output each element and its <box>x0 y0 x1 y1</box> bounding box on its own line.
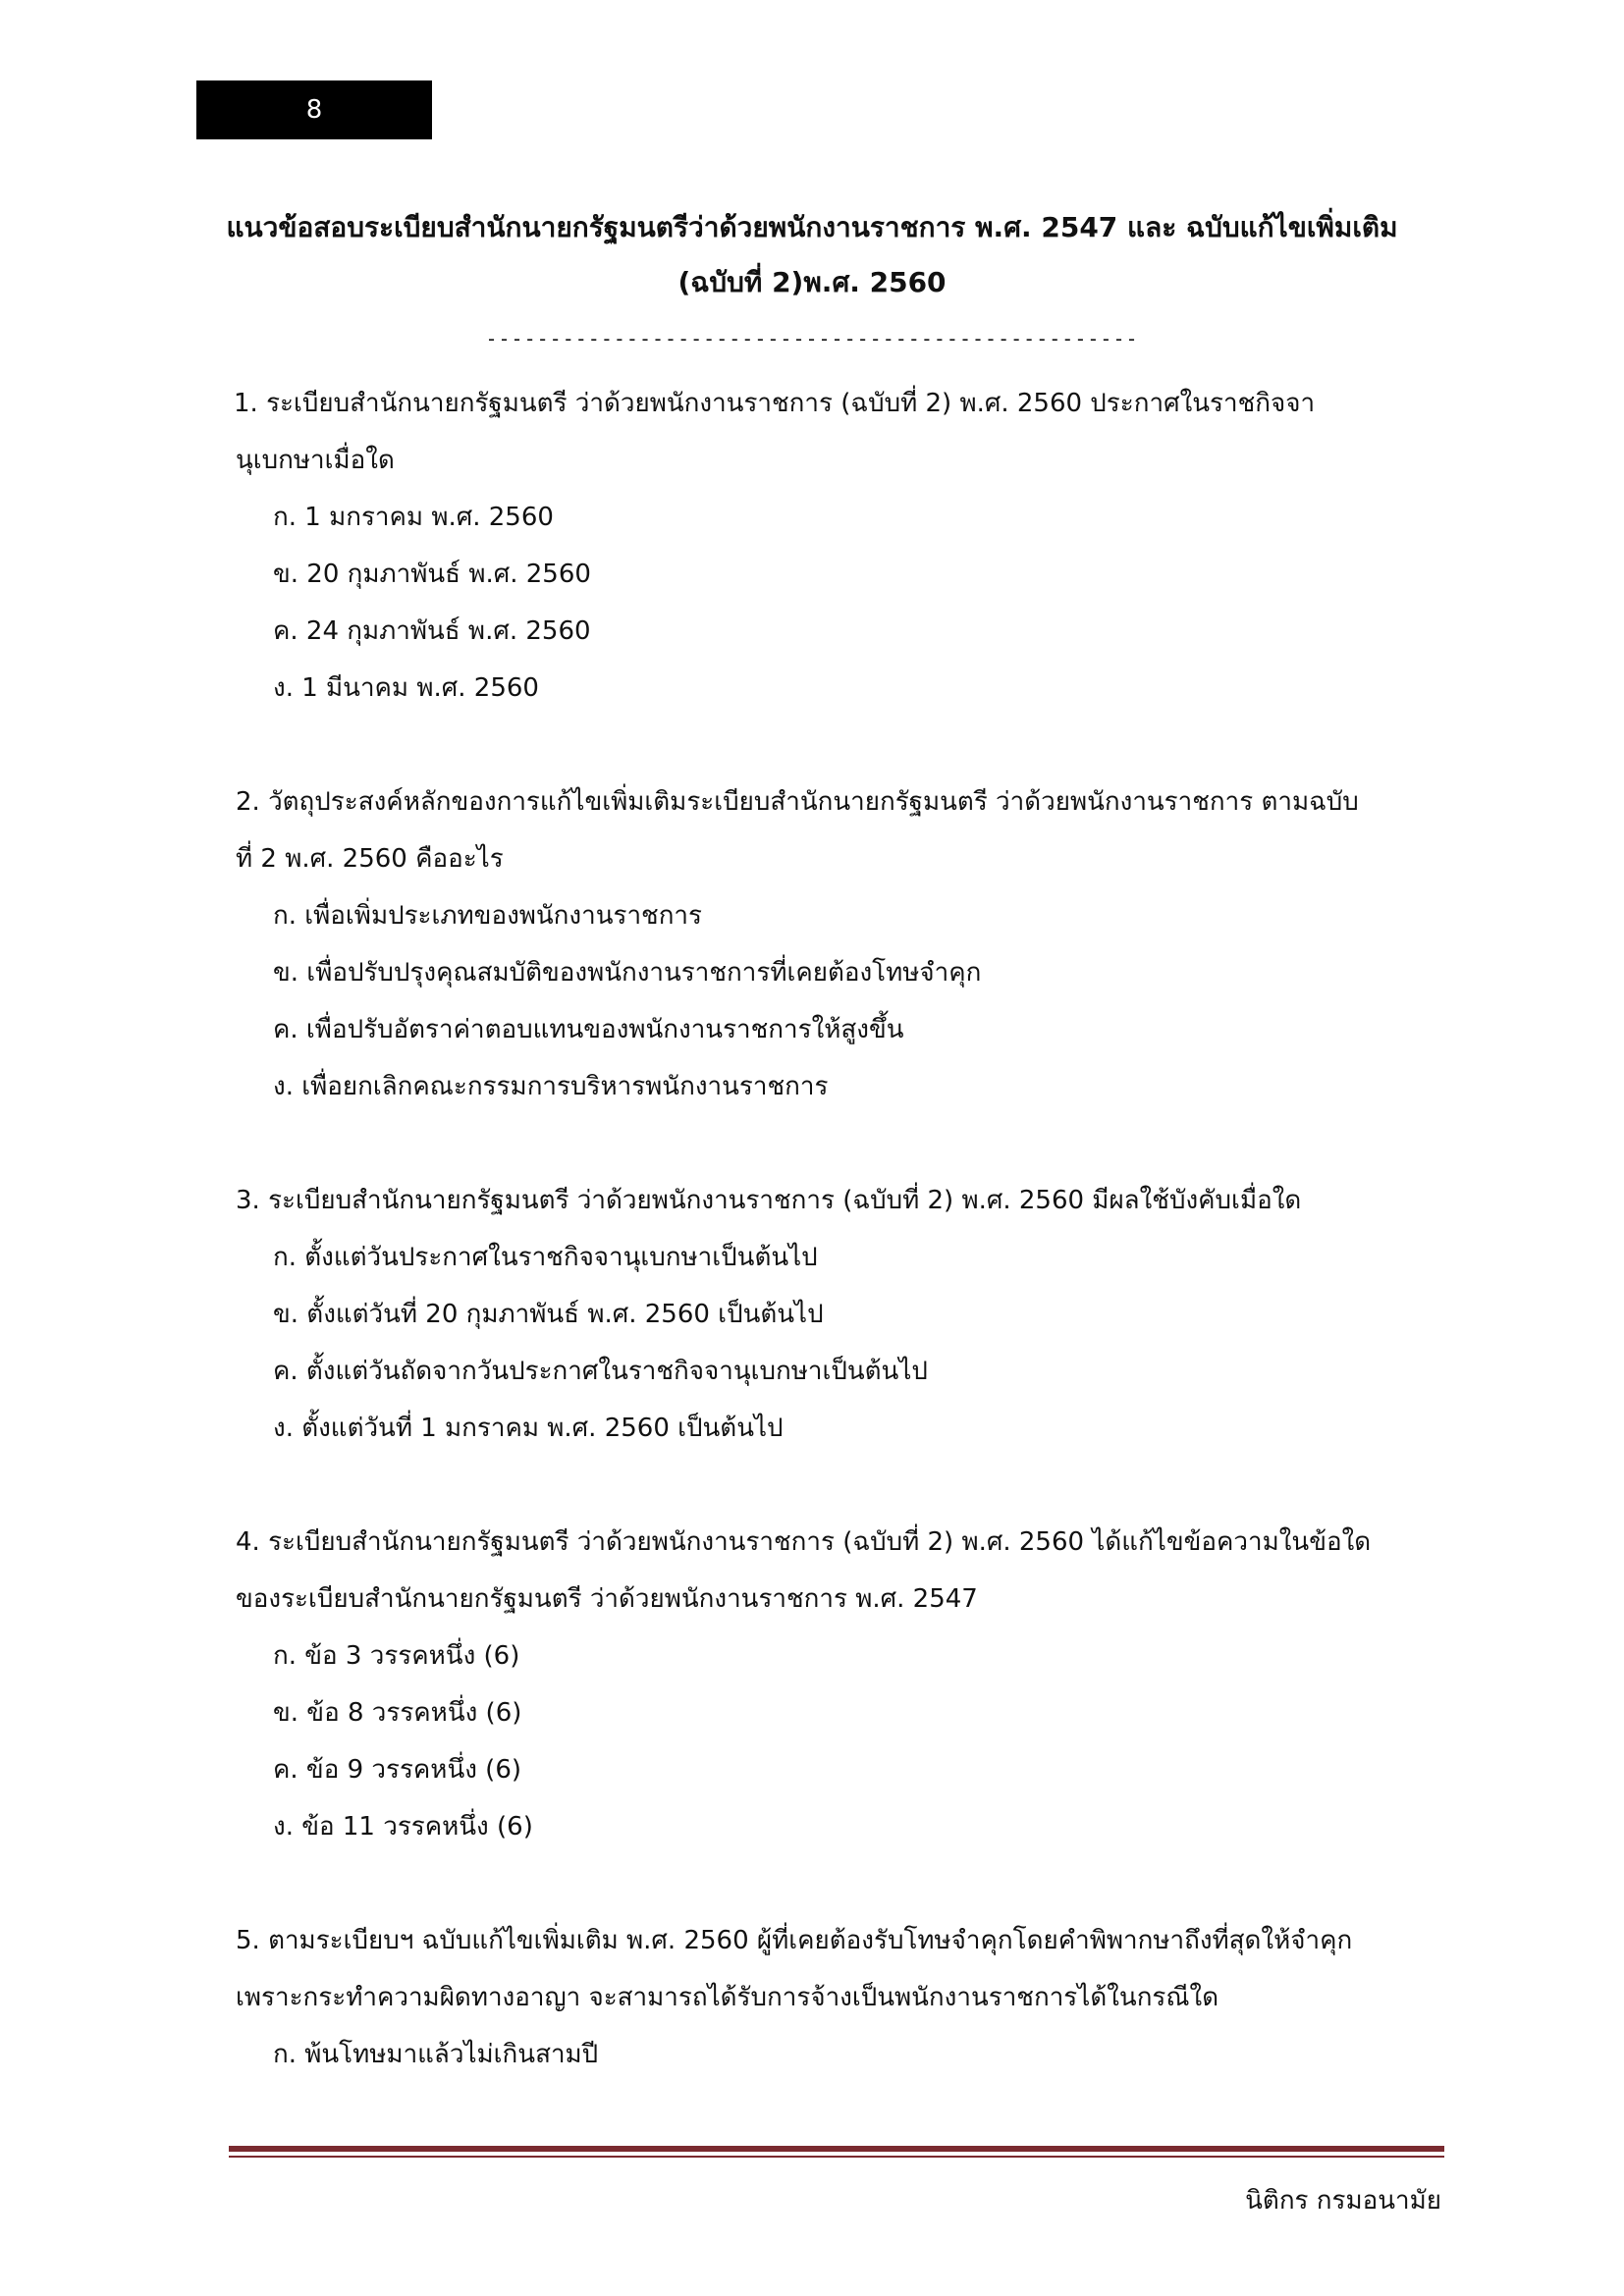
question-line: 1. ระเบียบสำนักนายกรัฐมนตรี ว่าด้วยพนักงานราชการ (ฉบับที่ 2) พ.ศ. 2560 ประกาศในราชกิจจา <box>234 389 1316 418</box>
question-2 <box>236 774 1443 1115</box>
question-line: นุเบกษาเมื่อใด <box>236 446 395 475</box>
question-5 <box>236 1912 1443 2083</box>
choice-item: ก. 1 มกราคม พ.ศ. 2560 <box>273 503 554 532</box>
question-line: ของระเบียบสำนักนายกรัฐมนตรี ว่าด้วยพนักงานราชการ พ.ศ. 2547 <box>236 1584 978 1614</box>
choice-item: ค. 24 กุมภาพันธ์ พ.ศ. 2560 <box>273 616 591 646</box>
question-line: เพราะกระทำความผิดทางอาญา จะสามารถได้รับการจ้างเป็นพนักงานราชการได้ในกรณีใด <box>236 1983 1219 2012</box>
choice-item: ก. พ้นโทษมาแล้วไม่เกินสามปี <box>273 2040 599 2069</box>
choice-item: ง. เพื่อยกเลิกคณะกรรมการบริหารพนักงานราชการ <box>273 1072 829 1101</box>
choice-item: ค. ตั้งแต่วันถัดจากวันประกาศในราชกิจจานุเบกษาเป็นต้นไป <box>273 1357 928 1386</box>
question-text <box>236 1514 1443 1628</box>
choice-item: ง. 1 มีนาคม พ.ศ. 2560 <box>273 673 539 703</box>
choice-item: ง. ข้อ 11 วรรคหนึ่ง (6) <box>273 1812 533 1842</box>
choice-item: ก. ข้อ 3 วรรคหนึ่ง (6) <box>273 1641 520 1671</box>
choice-item: ข. ข้อ 8 วรรคหนึ่ง (6) <box>273 1698 522 1728</box>
question-text <box>236 1172 1443 1229</box>
question-line: 5. ตามระเบียบฯ ฉบับแก้ไขเพิ่มเติม พ.ศ. 2560 ผู้ที่เคยต้องรับโทษจำคุกโดยคำพิพากษาถึงที่สุดให้จำคุก <box>236 1926 1353 1955</box>
question-line: 2. วัตถุประสงค์หลักของการแก้ไขเพิ่มเติมระเบียบสำนักนายกรัฐมนตรี ว่าด้วยพนักงานราชการ ตามฉบับ <box>236 787 1359 817</box>
question-list <box>236 375 1443 2140</box>
document-title-line2: (ฉบับที่ 2)พ.ศ. 2560 <box>677 266 947 298</box>
document-title-line1: แนวข้อสอบระเบียบสำนักนายกรัฐมนตรีว่าด้วยพนักงานราชการ พ.ศ. 2547 และ ฉบับแก้ไขเพิ่มเติม <box>226 211 1398 243</box>
question-text <box>236 375 1443 489</box>
question-line: ที่ 2 พ.ศ. 2560 คืออะไร <box>236 844 504 874</box>
question-text <box>236 1912 1443 2026</box>
choice-item: ข. ตั้งแต่วันที่ 20 กุมภาพันธ์ พ.ศ. 2560 เป็นต้นไป <box>273 1300 824 1329</box>
choice-item: ก. ตั้งแต่วันประกาศในราชกิจจานุเบกษาเป็นต้นไป <box>273 1243 818 1272</box>
page-number-badge: 8 <box>196 80 432 139</box>
footer-rule <box>229 2146 1444 2152</box>
question-1 <box>236 375 1443 717</box>
choice-item: ค. เพื่อปรับอัตราค่าตอบแทนของพนักงานราชการให้สูงขึ้น <box>273 1015 904 1044</box>
footer-author: นิติกร กรมอนามัย <box>1245 2186 1441 2216</box>
title-separator: --------------------------------------------------- <box>485 327 1139 350</box>
choice-item: ข. 20 กุมภาพันธ์ พ.ศ. 2560 <box>273 560 591 589</box>
question-4 <box>236 1514 1443 1855</box>
footer-rule-thin <box>229 2156 1444 2158</box>
question-3 <box>236 1172 1443 1457</box>
choice-item: ง. ตั้งแต่วันที่ 1 มกราคม พ.ศ. 2560 เป็นต้นไป <box>273 1414 784 1443</box>
question-text <box>236 774 1443 887</box>
choice-item: ข. เพื่อปรับปรุงคุณสมบัติของพนักงานราชการที่เคยต้องโทษจำคุก <box>273 958 982 988</box>
question-line: 4. ระเบียบสำนักนายกรัฐมนตรี ว่าด้วยพนักงานราชการ (ฉบับที่ 2) พ.ศ. 2560 ได้แก้ไขข้อความในข้อใด <box>236 1527 1372 1557</box>
question-line: 3. ระเบียบสำนักนายกรัฐมนตรี ว่าด้วยพนักงานราชการ (ฉบับที่ 2) พ.ศ. 2560 มีผลใช้บังคับเมื่อใด <box>236 1186 1302 1215</box>
choice-item: ก. เพื่อเพิ่มประเภทของพนักงานราชการ <box>273 901 702 931</box>
choice-item: ค. ข้อ 9 วรรคหนึ่ง (6) <box>273 1755 522 1785</box>
